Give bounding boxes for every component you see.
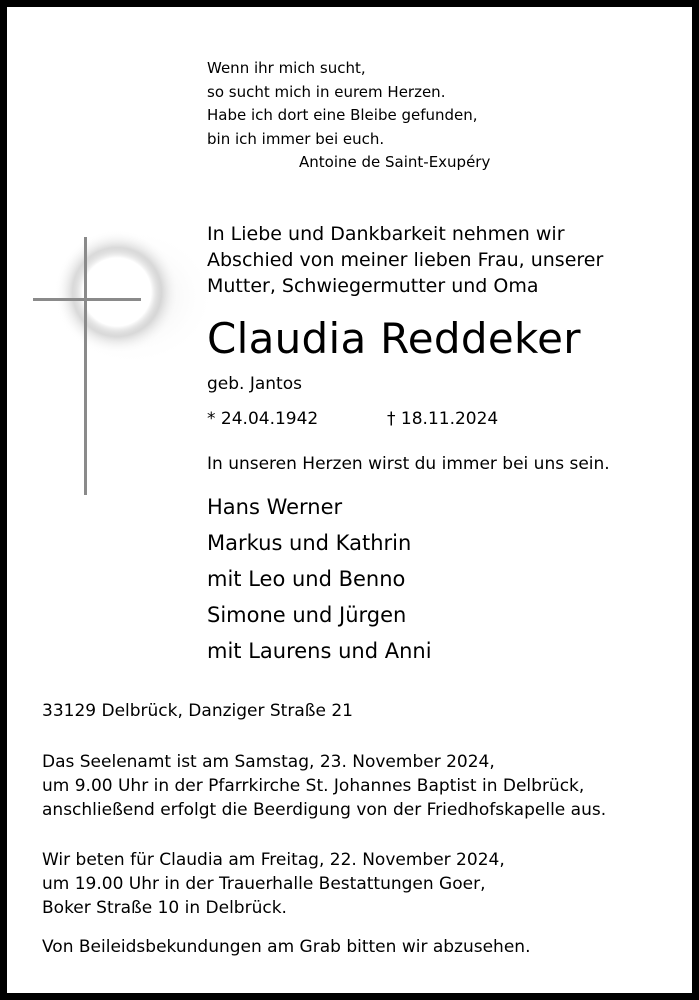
poem [207, 57, 478, 151]
poem-line: so sucht mich in eurem Herzen. [207, 82, 446, 101]
service-line: Das Seelenamt ist am Samstag, 23. November 2024, [42, 752, 495, 772]
prayer-line: Wir beten für Claudia am Freitag, 22. November 2024, [42, 850, 505, 870]
birth-date: * 24.04.1942 [207, 409, 319, 429]
intro-line: Mutter, Schwiegermutter und Oma [207, 275, 539, 297]
prayer-line: um 19.00 Uhr in der Trauerhalle Bestattungen Goer, [42, 874, 486, 894]
prayer-info [42, 848, 505, 920]
service-line: um 9.00 Uhr in der Pfarrkirche St. Johannes Baptist in Delbrück, [42, 776, 585, 796]
family-list [207, 489, 432, 669]
birth-name: geb. Jantos [207, 374, 302, 394]
poem-author: Antoine de Saint-Exupéry [299, 153, 491, 171]
family-member: mit Laurens und Anni [207, 639, 432, 663]
poem-line: Wenn ihr mich sucht, [207, 59, 366, 77]
death-date: † 18.11.2024 [387, 409, 499, 429]
family-member: Markus und Kathrin [207, 531, 412, 555]
poem-line: Habe ich dort eine Bleibe gefunden, [207, 106, 478, 124]
intro-text [207, 221, 603, 299]
intro-line: Abschied von meiner lieben Frau, unserer [207, 249, 604, 271]
service-line: anschließend erfolgt die Beerdigung von der Friedhofskapelle aus. [42, 800, 607, 820]
family-member: mit Leo und Benno [207, 567, 406, 591]
address: 33129 Delbrück, Danziger Straße 21 [42, 701, 353, 721]
condolence-note: Von Beileidsbekundungen am Grab bitten wir abzusehen. [42, 937, 531, 957]
family-member: Simone und Jürgen [207, 603, 407, 627]
service-info [42, 750, 606, 822]
prayer-line: Boker Straße 10 in Delbrück. [42, 898, 287, 918]
closing-line: In unseren Herzen wirst du immer bei uns sein. [207, 454, 610, 474]
family-member: Hans Werner [207, 495, 343, 519]
cross-icon [27, 202, 217, 502]
intro-line: In Liebe und Dankbarkeit nehmen wir [207, 223, 565, 245]
poem-line: bin ich immer bei euch. [207, 129, 385, 148]
deceased-name: Claudia Reddeker [207, 314, 581, 363]
